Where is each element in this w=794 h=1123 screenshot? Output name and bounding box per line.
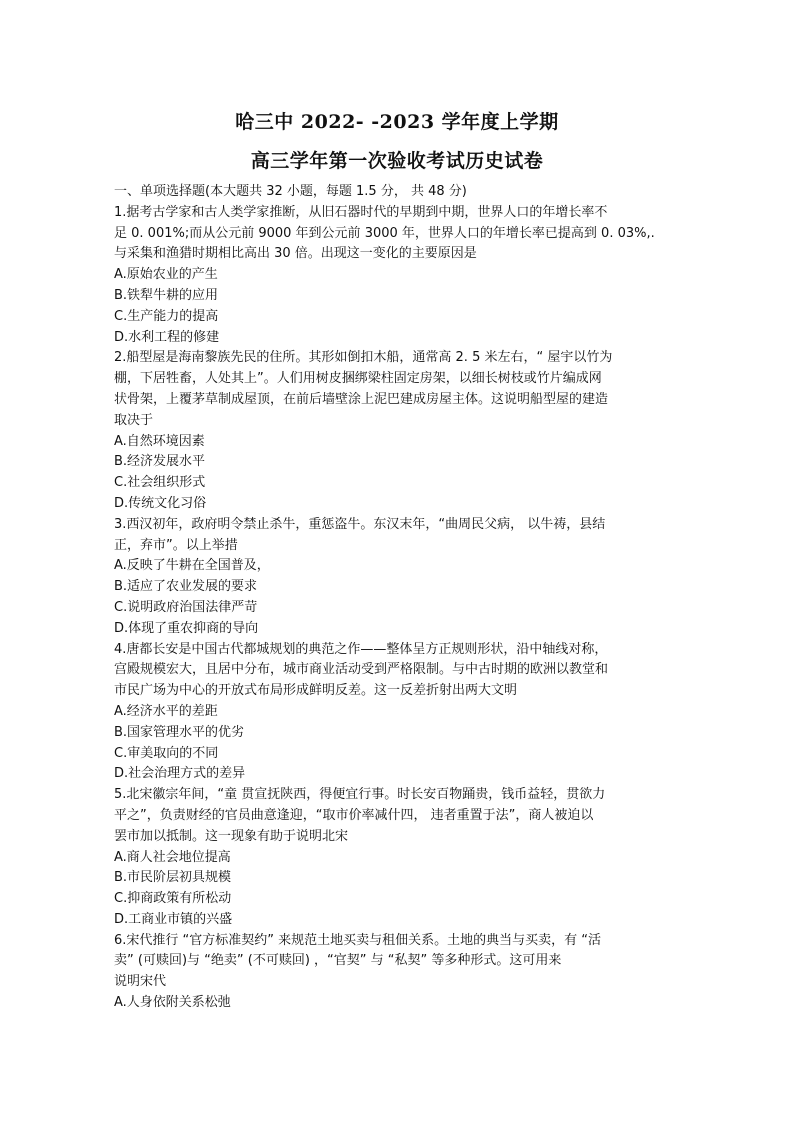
question-text-line: 2.船型屋是海南黎族先民的住所。其形如倒扣木船，通常高 2. 5 米左右，“ 屋宇以竹为 (114, 350, 613, 366)
question-2 (114, 348, 654, 514)
option-a: A.自然环境因素 (114, 433, 205, 449)
question-1 (114, 203, 654, 349)
option-d: D.传统文化习俗 (114, 495, 207, 511)
question-text-line: 5.北宋徽宗年间，“童 贯宣抚陕西，得便宜行事。时长安百物踊贵，钱币益轻，贯欲力 (114, 787, 606, 803)
question-text-line: 平之”，负责财经的官员曲意逢迎，“取市价率减什四， 违者重置于法”，商人被迫以 (114, 807, 594, 823)
option-c: C.审美取向的不同 (114, 745, 219, 761)
option-d: D.工商业市镇的兴盛 (114, 911, 233, 927)
option-a: A.原始农业的产生 (114, 267, 218, 283)
option-d: D.体现了重农抑商的导向 (114, 620, 259, 636)
option-b: B.市民阶层初具规模 (114, 870, 232, 886)
option-d: D.社会治理方式的差异 (114, 766, 246, 782)
option-b: B.经济发展水平 (114, 454, 206, 470)
exam-content (114, 182, 654, 1014)
question-text-line: 1.据考古学家和古人类学家推断，从旧石器时代的早期到中期，世界人口的年增长率不 (114, 204, 608, 220)
question-3 (114, 515, 654, 640)
question-text-line: 4.唐都长安是中国古代都城规划的典范之作——整体呈方正规则形状，沿中轴线对称， (114, 641, 608, 657)
option-a: A.商人社会地位提高 (114, 849, 231, 865)
question-text-line: 与采集和渔猎时期相比高出 30 倍。出现这一变化的主要原因是 (114, 246, 477, 262)
question-text-line: 足 0. 001%;而从公元前 9000 年到公元前 3000 年，世界人口的年增长率已提高到 0. 03%,. (114, 225, 655, 241)
question-text-line: 卖” (可赎回)与 “绝卖” (不可赎回) ，“官契” 与 “私契” 等多种形式。这可用来 (114, 953, 562, 969)
question-4 (114, 640, 654, 786)
option-d: D.水利工程的修建 (114, 329, 220, 345)
question-text-line: 6.宋代推行 “官方标准契约” 来规范土地买卖与租佃关系。土地的典当与买卖，有 “活 (114, 932, 602, 948)
option-b: B.适应了农业发展的要求 (114, 579, 258, 595)
exam-subtitle: 高三学年第一次验收考试历史试卷 (250, 150, 544, 172)
question-text-line: 取决于 (114, 412, 154, 428)
question-6 (114, 931, 654, 1014)
option-c: C.抑商政策有所松动 (114, 891, 232, 907)
question-text-line: 说明宋代 (114, 974, 167, 990)
question-text-line: 状骨架，上覆茅草制成屋顶，在前后墙壁涂上泥巴建成房屋主体。这说明船型屋的建造 (114, 391, 609, 407)
question-text-line: 罢市加以抵制。这一现象有助于说明北宋 (114, 828, 349, 844)
option-c: C.生产能力的提高 (114, 308, 219, 324)
option-a: A.反映了牛耕在全国普及， (114, 558, 270, 574)
option-c: C.社会组织形式 (114, 475, 206, 491)
option-c: C.说明政府治国法律严苛 (114, 599, 258, 615)
question-5 (114, 785, 654, 931)
option-b: B.铁犁牛耕的应用 (114, 287, 219, 303)
question-text-line: 棚，下居牲畜，人处其上”。人们用树皮捆绑梁柱固定房架，以细长树枝或竹片编成网 (114, 371, 602, 387)
option-a: A.人身依附关系松弛 (114, 995, 231, 1011)
question-text-line: 3.西汉初年，政府明令禁止杀牛，重惩盗牛。东汉末年，“曲周民父病， 以牛祷，县结 (114, 516, 606, 532)
option-b: B.国家管理水平的优劣 (114, 724, 245, 740)
option-a: A.经济水平的差距 (114, 703, 218, 719)
section-heading: 一、单项选择题(本大题共 32 小题，每题 1.5 分， 共 48 分) (114, 184, 467, 199)
question-text-line: 宫殿规模宏大，且居中分布，城市商业活动受到严格限制。与中古时期的欧洲以教堂和 (114, 662, 609, 678)
question-text-line: 正，弃市”。以上举措 (114, 537, 238, 553)
exam-title: 哈三中 2022- -2023 学年度上学期 (235, 111, 559, 133)
question-text-line: 市民广场为中心的开放式布局形成鲜明反差。这一反差折射出两大文明 (114, 683, 518, 699)
